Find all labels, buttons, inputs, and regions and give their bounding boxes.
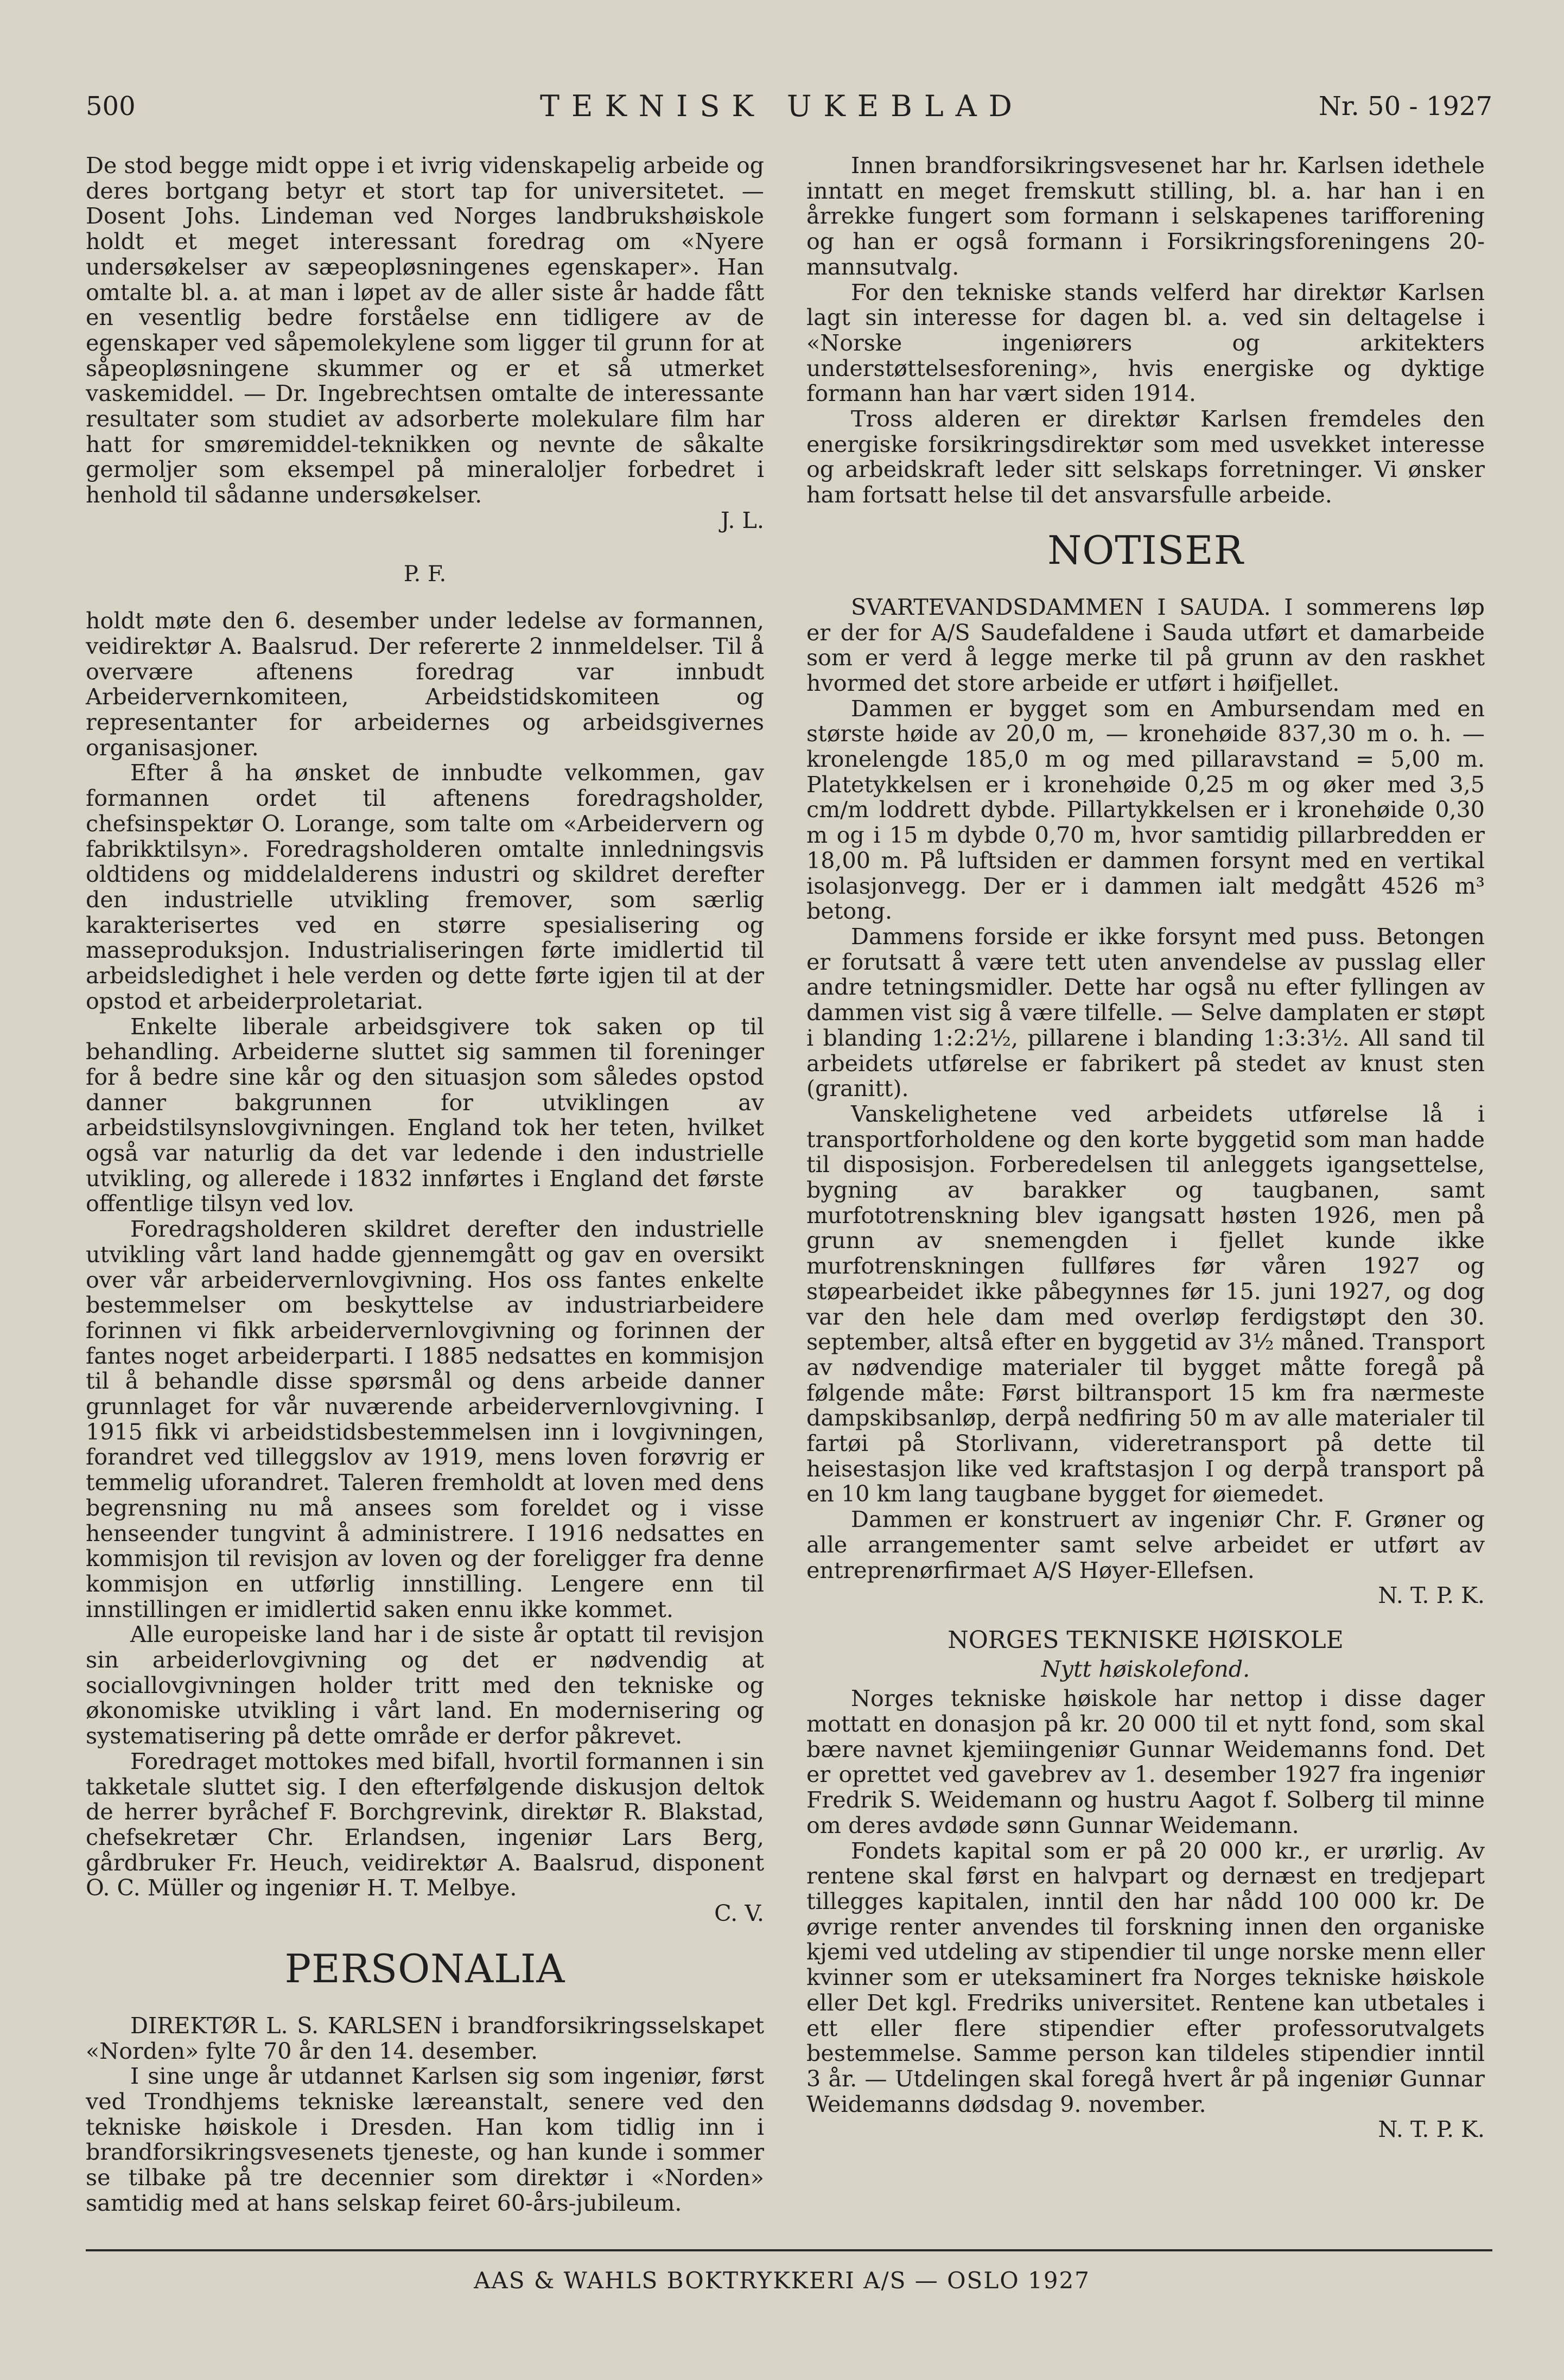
author-signature: J. L.	[721, 507, 764, 533]
section-heading-personalia: PERSONALIA	[284, 1945, 565, 1991]
author-signature: N. T. P. K.	[1378, 1582, 1485, 1609]
article-paragraph: Enkelte liberale arbeidsgivere tok saken op til behandling. Arbeiderne sluttet sig sammen til foreninger for å bedre sine kår og den situasjon som således opstod danner bakgrunnen for utviklingen av arbeidstilsynslovgivningen. England tok her teten, hvilket også var naturlig da det var ledende i den industrielle utvikling, og allerede i 1832 innførtes i England det første offentlige tilsyn ved lov.	[86, 1013, 764, 1217]
author-signature: N. T. P. K.	[1378, 2116, 1485, 2143]
running-header	[0, 91, 1564, 129]
article-paragraph: Tross alderen er direktør Karlsen fremdeles den energiske forsikringsdirektør som med usvekket interesse og arbeidskraft leder sitt selskaps forretninger. Vi ønsker ham fortsatt helse til det ansvarsfulle arbeide.	[806, 406, 1485, 508]
issue-number: Nr. 50 - 1927	[1318, 91, 1492, 122]
article-paragraph: I sine unge år utdannet Karlsen sig som ingeniør, først ved Trondhjems tekniske læreanstalt, senere ved den tekniske høiskole i Dresden. Han kom tidlig inn i brandforsikringsvesenets tjeneste, og han kunde i sommer se tilbake på tre decennier som direktør i «Norden» samtidig med at hans selskap feiret 60-års-jubileum.	[86, 2063, 764, 2216]
lecture-report-paragraph: De stod begge midt oppe i et ivrig videnskapelig arbeide og deres bortgang betyr et stort tap for universitetet. — Dosent Johs. Lindeman ved Norges landbrukshøiskole holdt et meget interessant foredrag om «Nyere undersøkelser av sæpeopløsningenes egenskaper». Han omtalte bl. a. at man i løpet av de aller siste år hadde fått en vesentlig bedre forståelse enn tidligere av de egenskaper ved såpemolekylene som ligger til grunn for at såpeopløsningene skummer og er et så utmerket vaskemiddel. — Dr. Ingebrechtsen omtalte de interessante resultater som studiet av adsorberte molekulare film har hatt for smøremiddel-teknikken og nevnte de såkalte germoljer som eksempel på mineraloljer forbedret i henhold til sådanne undersøkelser.	[86, 152, 764, 508]
article-paragraph: Efter å ha ønsket de innbudte velkommen, gav formannen ordet til aftenens foredragsholder, chefsinspektør O. Lorange, som talte om «Arbeidervern og fabrikktilsyn». Foredragsholderen omtalte innledningsvis oldtidens og middelalderens industri og skildret derefter den industrielle utvikling fremover, som særlig karakterisertes ved en større spesialisering og masseproduksjon. Industrialiseringen førte imidlertid til arbeidsledighet i hele verden og dette førte igjen til at der opstod et arbeiderproletariat.	[86, 760, 764, 1014]
section-heading-notiser: NOTISER	[1047, 527, 1244, 573]
section-heading-pf: P. F.	[403, 561, 447, 587]
journal-title: TEKNISK UKEBLAD	[540, 89, 1024, 123]
article-paragraph: DIREKTØR L. S. KARLSEN i brandforsikringsselskapet «Norden» fylte 70 år den 14. desember.	[86, 2012, 764, 2064]
printer-imprint: AAS & WAHLS BOKTRYKKERI A/S — OSLO 1927	[474, 2267, 1090, 2294]
article-paragraph: Dammens forside er ikke forsynt med puss. Betongen er forutsatt å være tett uten anvendelse av pusslag eller andre tetningsmidler. Dette har også nu efter fyllingen av dammen vist sig å være tilfelle. — Selve damplaten er støpt i blanding 1:2:2½, pillarene i blanding 1:3:3½. All sand til arbeidets utførelse er fabrikert på stedet av knust sten (granitt).	[806, 923, 1485, 1102]
section-subheading: Nytt høiskolefond.	[1041, 1656, 1250, 1682]
article-paragraph: Innen brandforsikringsvesenet har hr. Karlsen idethele inntatt en meget fremskutt stilling, bl. a. har han i en årrekke fungert som formann i selskapenes tarifforening og han er også formann i Forsikringsforeningens 20-mannsutvalg.	[806, 152, 1485, 280]
section-heading-nth: NORGES TEKNISKE HØISKOLE	[948, 1626, 1344, 1654]
article-paragraph: I sommerens løp er der for A/S Saudefaldene i Sauda utført et damarbeide som er verd å legge merke til på grunn av den raskhet hvormed det store arbeide er utført i høifjellet.	[806, 594, 1485, 696]
article-paragraph: Fondets kapital som er på 20 000 kr., er urørlig. Av rentene skal først en halvpart og dernæst en tredjepart tillegges kapitalen, inntil den har nådd 100 000 kr. De øvrige renter anvendes til forskning innen den organiske kjemi ved utdeling av stipendier til unge norske menn eller kvinner som er uteksaminert fra Norges tekniske høiskole eller Det kgl. Fredriks universitet. Rentene kan utbetales i ett eller flere stipendier efter professorutvalgets bestemmelse. Samme person kan tildeles stipendier inntil 3 år. — Utdelingen skal foregå hvert år på ingeniør Gunnar Weidemanns dødsdag 9. november.	[806, 1837, 1485, 2117]
article-paragraph: Foredragsholderen skildret derefter den industrielle utvikling vårt land hadde gjennemgått og gav en oversikt over vår arbeidervernlovgivning. Hos oss fantes enkelte bestemmelser om beskyttelse av industriarbeidere forinnen vi fikk arbeidervernlovgivning og forinnen der fantes noget arbeiderparti. I 1885 nedsattes en kommisjon til å behandle disse spørsmål og dens arbeide danner grunnlaget for vår nuværende arbeidervernlovgivning. I 1915 fikk vi arbeidstidsbestemmelsen inn i lovgivningen, forandret ved tilleggslov av 1919, mens loven forøvrig er temmelig uforandret. Taleren fremholdt at loven med dens begrensning nu må ansees som foreldet og i visse henseender tungvint å administrere. I 1916 nedsattes en kommisjon til revisjon av loven og der foreligger fra denne kommisjon en utførlig innstilling. Lengere enn til innstillingen er imidlertid saken ennu ikke kommet.	[86, 1216, 764, 1622]
right-column	[806, 153, 1485, 2142]
article-paragraph: Dammen er bygget som en Ambursendam med en største høide av 20,0 m, — kronehøide 837,30 m o. h. — kronelengde 185,0 m og med pillaravstand = 5,00 m. Platetykkelsen er i kronehøide 0,25 m og øker med 3,5 cm/m loddrett dybde. Pillartykkelsen er i kronehøide 0,30 m og i 15 m dybde 0,70 m, hvor samtidig pillarbredden er 18,00 m. På luftsiden er dammen forsynt med en vertikal isolasjonvegg. Der er i dammen ialt medgått 4526 m³ betong.	[806, 695, 1485, 925]
article-paragraph: Norges tekniske høiskole har nettop i disse dager mottatt en donasjon på kr. 20 000 til et nytt fond, som skal bære navnet kjemiingeniør Gunnar Weidemanns fond. Det er oprettet ved gavebrev av 1. desember 1927 fra ingeniør Fredrik S. Weidemann og hustru Aagot f. Solberg til minne om deres avdøde sønn Gunnar Weidemann.	[806, 1685, 1485, 1838]
bottom-rule	[86, 2249, 1492, 2251]
page-number: 500	[86, 91, 136, 122]
left-column	[86, 153, 764, 2216]
author-signature: C. V.	[714, 1900, 764, 1927]
article-paragraph: Foredraget mottokes med bifall, hvortil formannen i sin takketale sluttet sig. I den efterfølgende diskusjon deltok de herrer byråchef F. Borchgrevink, direktør R. Blakstad, chefsekretær Chr. Erlandsen, ingeniør Lars Berg, gårdbruker Fr. Heuch, veidirektør A. Baalsrud, disponent O. C. Müller og ingeniør H. T. Melbye.	[86, 1748, 764, 1901]
notice-lead-title: SVARTEVANDSDAMMEN I SAUDA.	[851, 594, 1271, 620]
article-paragraph: holdt møte den 6. desember under ledelse av formannen, veidirektør A. Baalsrud. Der refererte 2 innmeldelser. Til å overvære aftenens foredrag var innbudt Arbeidervernkomiteen, Arbeidstidskomiteen og representanter for arbeidernes og arbeidsgivernes organisasjoner.	[86, 608, 764, 761]
article-paragraph: For den tekniske stands velferd har direktør Karlsen lagt sin interesse for dagen bl. a. ved sin deltagelse i «Norske ingeniørers og arkitekters understøttelsesforening», hvis energiske og dyktige formann han har vært siden 1914.	[806, 279, 1485, 407]
article-paragraph: Alle europeiske land har i de siste år optatt til revisjon sin arbeiderlovgivning og det er nødvendig at sociallovgivningen holder tritt med den tekniske og økonomiske utvikling i vårt land. En modernisering og systematisering på dette område er derfor påkrevet.	[86, 1621, 764, 1749]
article-paragraph: Dammen er konstruert av ingeniør Chr. F. Grøner og alle arrangementer samt selve arbeidet er utført av entreprenørfirmaet A/S Høyer-Ellefsen.	[806, 1506, 1485, 1583]
article-paragraph: Vanskelighetene ved arbeidets utførelse lå i transportforholdene og den korte byggetid som man hadde til disposisjon. Forberedelsen til anleggets igangsettelse, bygning av barakker og taugbanen, samt murfototrenskning blev igangsatt høsten 1926, men på grunn av snemengden i fjellet kunde ikke murfotrenskningen fullføres før våren 1927 og støpearbeidet ikke påbegynnes før 15. juni 1927, og dog var den hele dam med overløp ferdigstøpt den 30. september, altså efter en byggetid av 3½ måned. Transport av nødvendige materialer til bygget måtte foregå på følgende måte: Først biltransport 15 km fra nærmeste dampskibsanløp, derpå nedfiring 50 m av alle materialer til fartøi på Storlivann, videretransport på dette til heisestasjon like ved kraftstasjon I og derpå transport på en 10 km lang taugbane bygget for øiemedet.	[806, 1100, 1485, 1507]
